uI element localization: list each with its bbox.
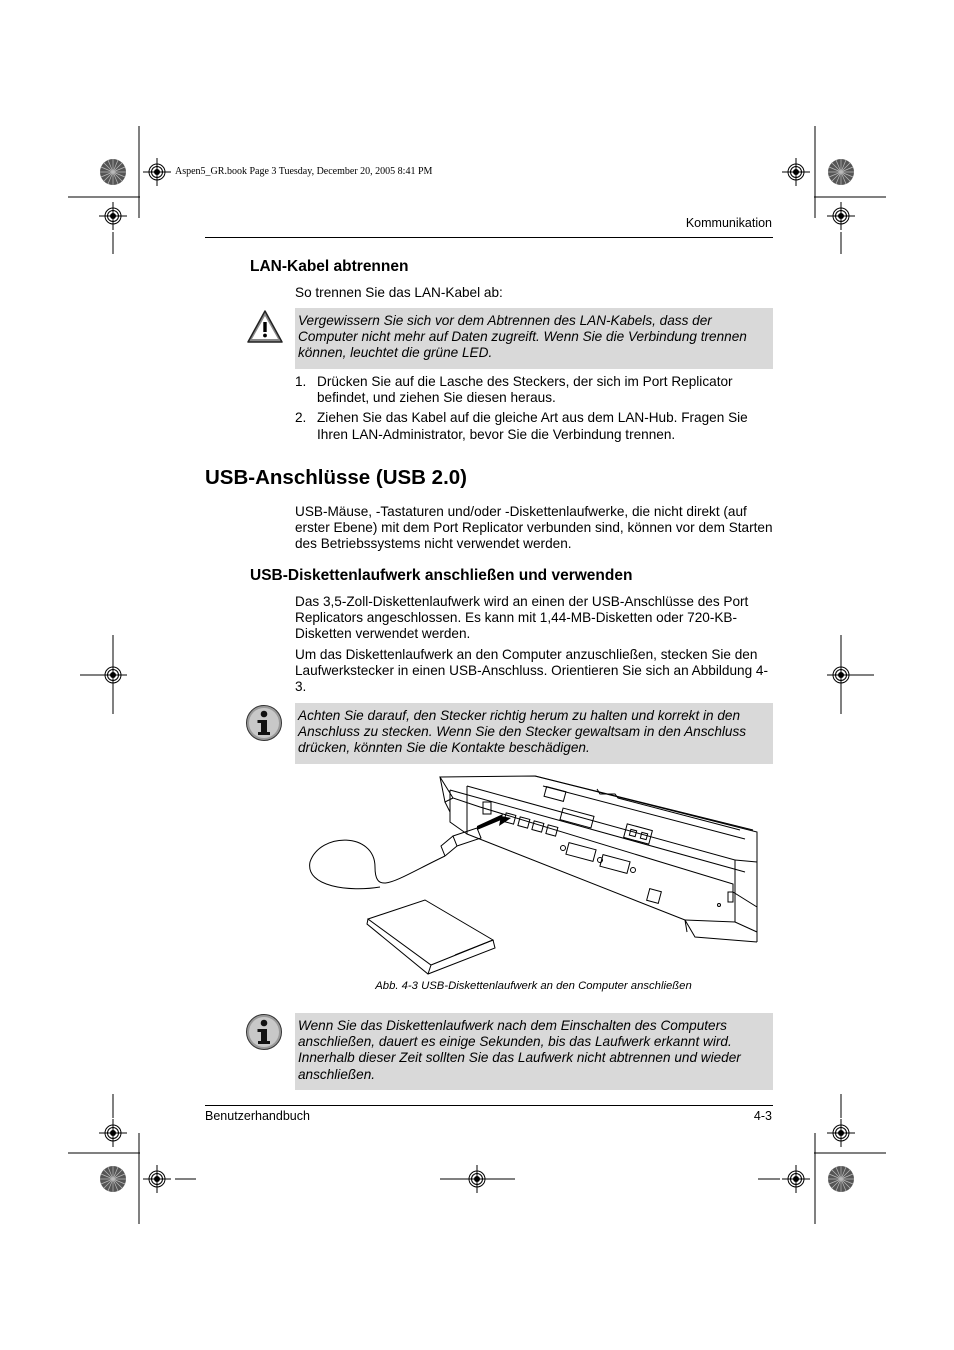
lan-intro: So trennen Sie das LAN-Kabel ab:	[295, 285, 503, 300]
warning-note: Vergewissern Sie sich vor dem Abtrennen des LAN-Kabels, dass der Computer nicht mehr auf Daten zugreift. Wenn Sie die Verbindung trennen können, leuchtet die grüne LED.	[295, 308, 773, 369]
info-icon	[245, 1013, 283, 1051]
print-header: Aspen5_GR.book Page 3 Tuesday, December 20, 2005 8:41 PM	[175, 166, 433, 177]
floppy-para-2: Um das Diskettenlaufwerk an den Computer anzuschließen, stecken Sie den Laufwerkstecker in einen USB-Anschluss. Orientieren Sie sich an Abbildung 4-3.	[295, 647, 769, 695]
usb-floppy-illustration	[305, 772, 760, 982]
header-rule	[205, 237, 773, 238]
info-note-1: Achten Sie darauf, den Stecker richtig herum zu halten und korrekt in den Anschluss zu stecken. Wenn Sie den Stecker gewaltsam in den Anschluss drücken, könnten Sie die Kontakte beschädigen.	[295, 703, 773, 764]
step-text: Ziehen Sie das Kabel auf die gleiche Art aus dem LAN-Hub. Fragen Sie Ihren LAN-Administrator, bevor Sie die Verbindung trennen.	[317, 410, 748, 442]
info-icon	[245, 704, 283, 742]
warning-icon	[246, 309, 284, 345]
step-number: 1.	[295, 374, 307, 389]
usb-intro: USB-Mäuse, -Tastaturen und/oder -Diskettenlaufwerke, die nicht direkt (auf erster Ebene) mit dem Port Replicator verbunden sind, können vor dem Starten des Betriebssystems nicht verwendet werden.	[295, 504, 773, 552]
step-number: 2.	[295, 410, 307, 426]
running-header: Kommunikation	[685, 216, 772, 230]
page-number: 4-3	[753, 1109, 772, 1123]
footer-rule	[205, 1105, 773, 1106]
usb-heading: USB-Anschlüsse (USB 2.0)	[205, 466, 468, 489]
figure-caption: Abb. 4-3 USB-Diskettenlaufwerk an den Computer anschließen	[375, 980, 692, 992]
footer-title: Benutzerhandbuch	[205, 1109, 310, 1123]
lan-heading: LAN-Kabel abtrennen	[250, 258, 409, 275]
list-item	[295, 374, 773, 406]
step-text: Drücken Sie auf die Lasche des Steckers, der sich im Port Replicator befindet, und ziehen Sie diesen heraus.	[317, 374, 733, 406]
floppy-heading: USB-Diskettenlaufwerk anschließen und verwenden	[250, 567, 633, 584]
list-item	[295, 410, 773, 442]
lan-steps	[295, 374, 773, 447]
floppy-para-1: Das 3,5-Zoll-Diskettenlaufwerk wird an einen der USB-Anschlüsse des Port Replicators angeschlossen. Es kann mit 1,44-MB-Disketten oder 720-KB-Disketten verwendet werden.	[295, 594, 749, 642]
info-note-2: Wenn Sie das Diskettenlaufwerk nach dem Einschalten des Computers anschließen, dauert es einige Sekunden, bis das Laufwerk erkannt wird. Innerhalb dieser Zeit sollten Sie das Laufwerk nicht abtrennen und wieder anschließen.	[295, 1013, 773, 1090]
